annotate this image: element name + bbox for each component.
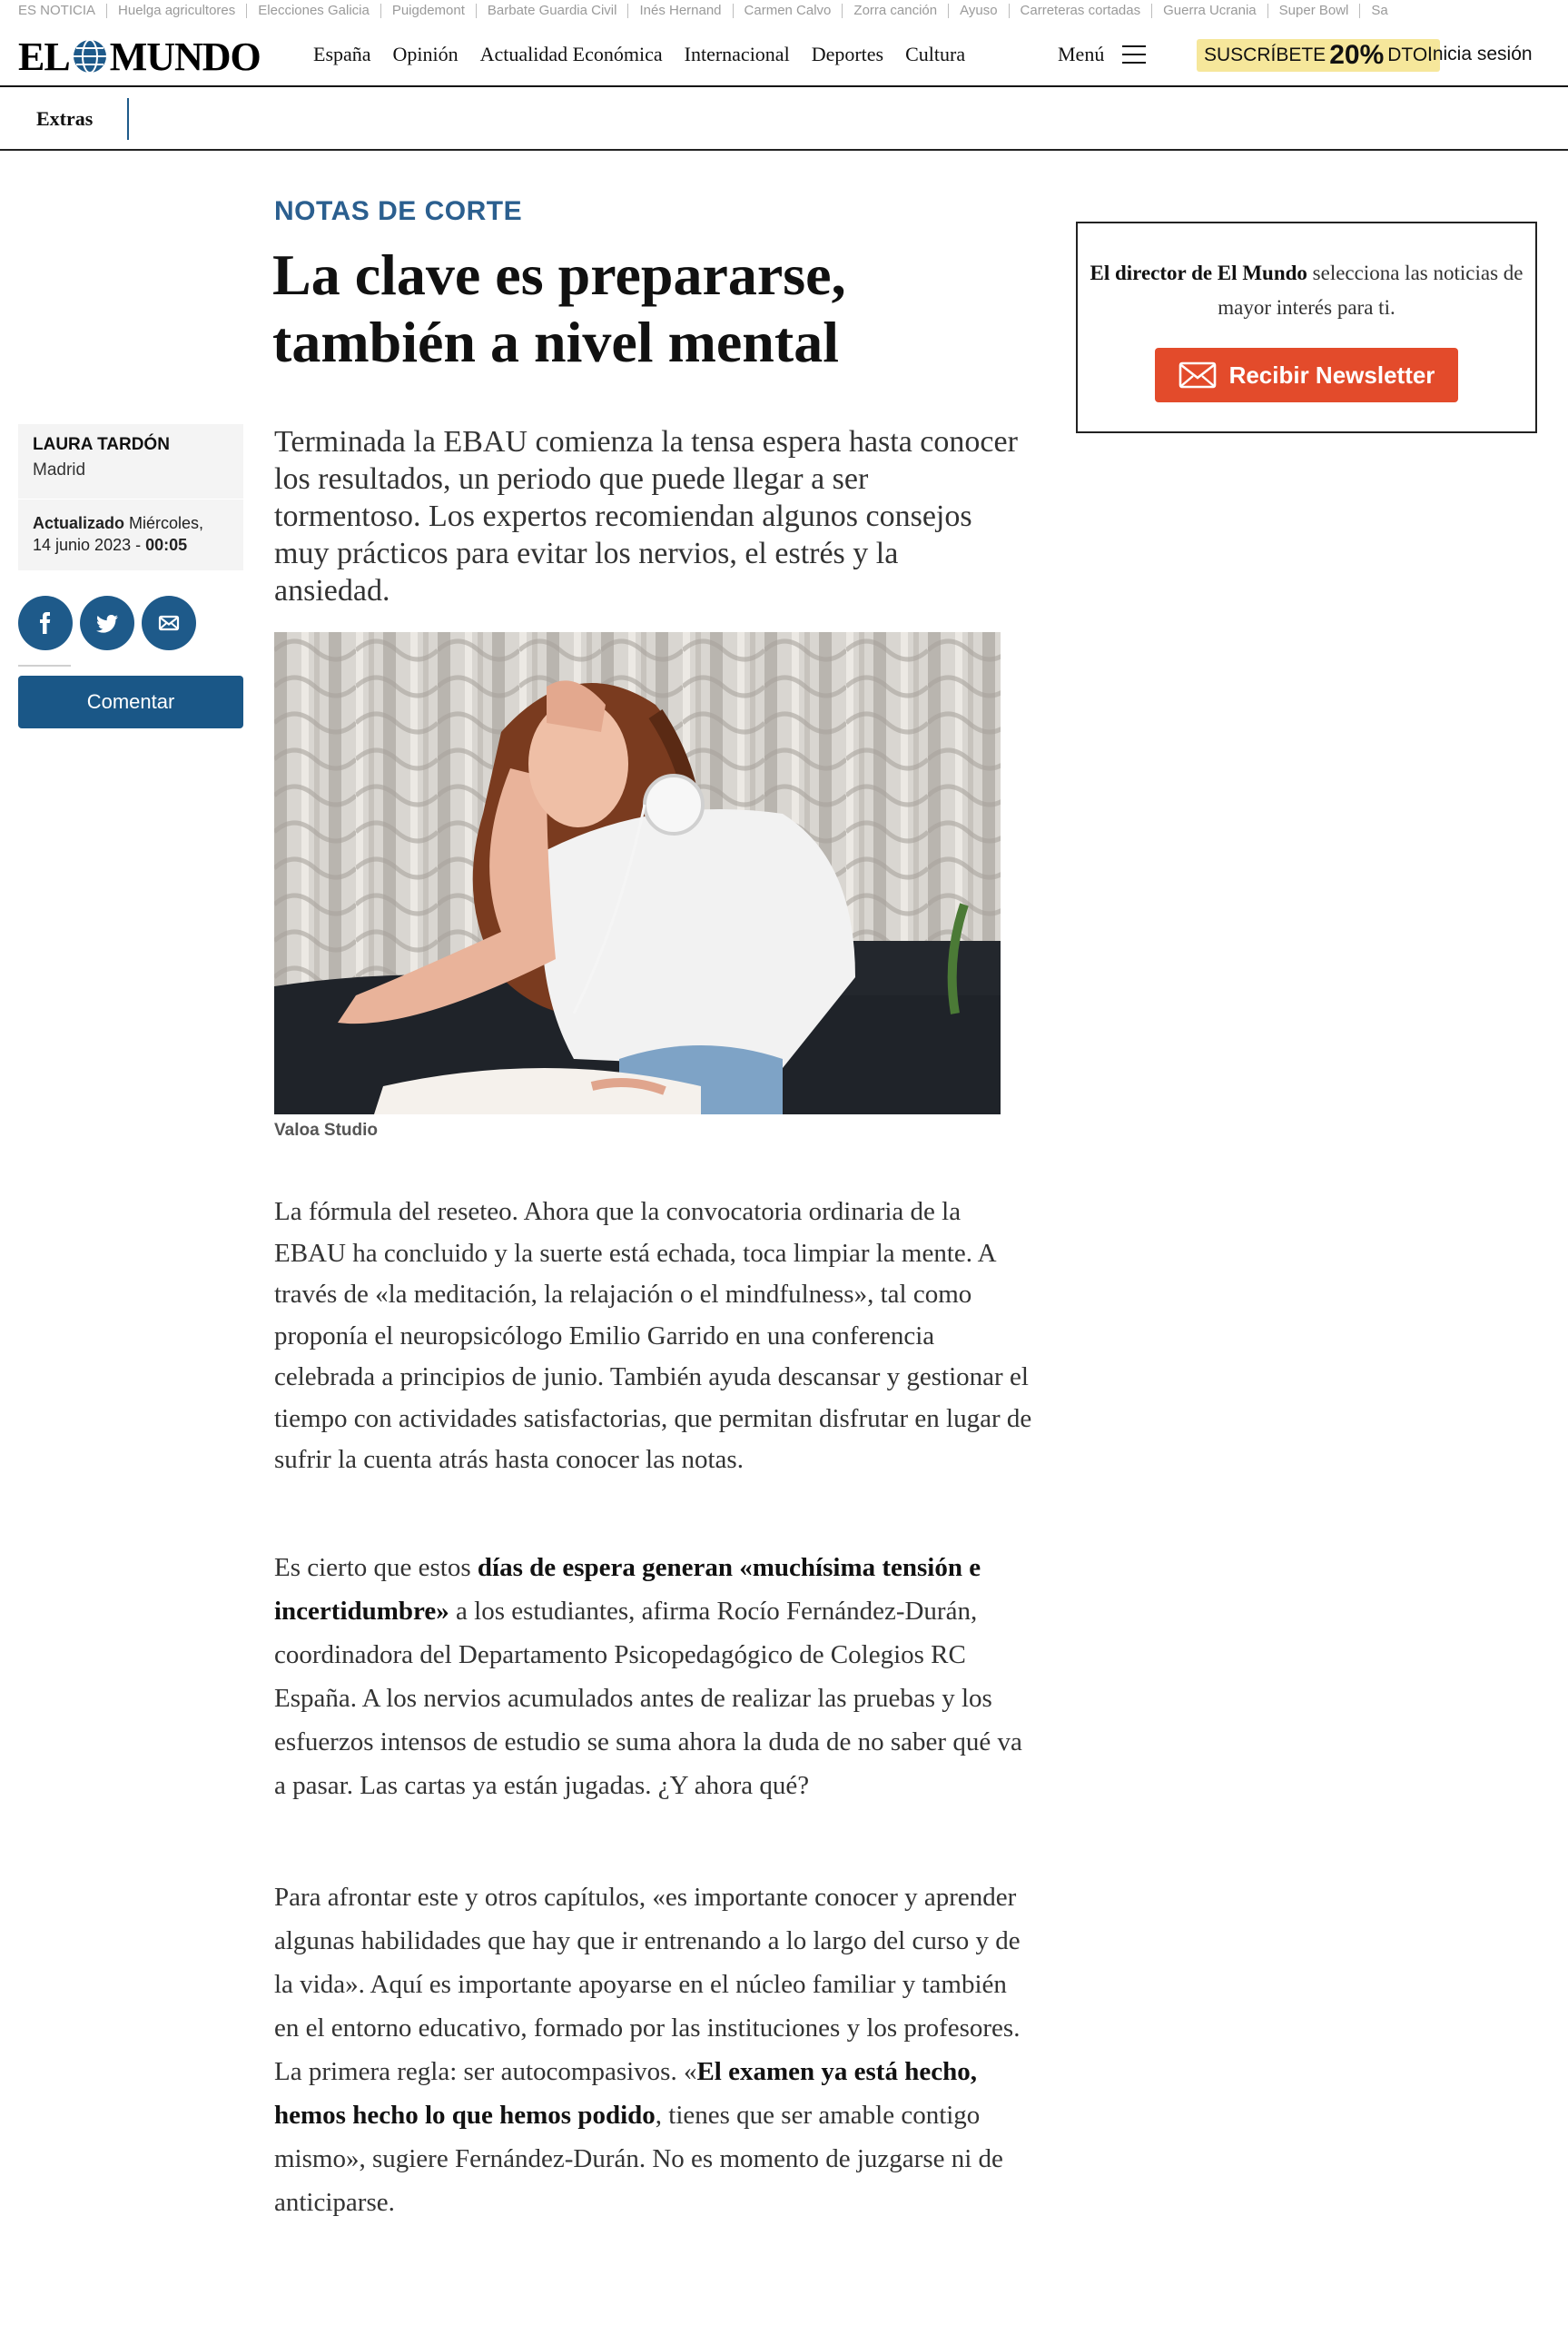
trending-link[interactable]: Inés Hernand: [627, 4, 732, 18]
logo-text-right: MUNDO: [109, 34, 261, 79]
email-share-button[interactable]: [142, 596, 196, 650]
trending-link[interactable]: Guerra Ucrania: [1151, 4, 1267, 18]
menu-label: Menú: [1058, 43, 1105, 65]
trending-link[interactable]: Elecciones Galicia: [246, 4, 380, 18]
section-subnav: [0, 89, 1568, 151]
paragraph-3: [274, 1875, 1037, 2224]
paragraph-2-text: a los estudiantes, afirma Rocío Fernández-Durán, coordinadora del Departamento Psicopedagógico de Colegios RC España. A los nervios acumulados antes de realizar las pruebas y los esfuerzos intensos de estudio se suma ahora la duda de no saber qué va a pasar. Las cartas ya están jugadas. ¿Y ahora qué?: [274, 1597, 1022, 1800]
nav-item-actualidad-economica[interactable]: Actualidad Económica: [479, 43, 663, 65]
hamburger-icon: [1122, 45, 1146, 64]
subscribe-button[interactable]: [1197, 39, 1440, 72]
envelope-icon: [154, 608, 183, 638]
newsletter-box: [1076, 222, 1537, 433]
trending-link[interactable]: Ayuso: [948, 4, 1008, 18]
article-kicker[interactable]: NOTAS DE CORTE: [274, 196, 523, 226]
newsletter-button-label: Recibir Newsletter: [1228, 361, 1435, 389]
paragraph-3-text: Para afrontar este y otros capítulos, «es importante conocer y aprender algunas habilidades que hay que ir entrenando a lo largo del curso y de la vida». Aquí es importante apoyarse en el núcleo familiar y también en el entorno educativo, formado por las instituciones y los profesores. La primera regla: ser autocompasivos. «: [274, 1883, 1021, 2086]
subscribe-discount: 20%: [1329, 40, 1385, 70]
trending-link[interactable]: Puigdemont: [380, 4, 476, 18]
updated-box: [18, 500, 243, 570]
trending-link[interactable]: Carmen Calvo: [733, 4, 843, 18]
subscribe-suffix: DTO.: [1387, 45, 1434, 65]
nav-item-opinion[interactable]: Opinión: [392, 43, 459, 65]
subnav-divider: [127, 98, 129, 140]
paragraph-2: [274, 1546, 1037, 1807]
menu-button[interactable]: [1058, 22, 1146, 87]
photo-caption: Valoa Studio: [274, 1121, 379, 1140]
article-headline: [272, 242, 1017, 376]
trending-label: ES NOTICIA: [18, 3, 96, 18]
envelope-icon: [1178, 361, 1217, 389]
trending-link[interactable]: Barbate Guardia Civil: [476, 4, 628, 18]
main-nav: [313, 22, 987, 87]
logo-text-left: EL: [18, 34, 70, 79]
facebook-icon: [31, 608, 60, 638]
article-standfirst: Terminada la EBAU comienza la tensa espera hasta conocer los resultados, un periodo que puede llegar a ser tormentoso. Los expertos recomiendan algunos consejos muy prácticos para evitar los nervios, el estrés y la ansiedad.: [274, 425, 1018, 608]
subnav-item-extras[interactable]: Extras: [36, 107, 94, 130]
newsletter-text-rest: selecciona las noticias de mayor interés para ti.: [1218, 262, 1524, 319]
paragraph-1: La fórmula del reseteo. Ahora que la convocatoria ordinaria de la EBAU ha concluido y la suerte está echada, toca limpiar la mente. A través de «la meditación, la relajación o el mindfulness», tal como proponía el neuropsicólogo Emilio Garrido en una conferencia celebrada a principios de junio. También ayuda descansar y gestionar el tiempo con actividades satisfactorias, que permitan disfrutar en lugar de sufrir la cuenta atrás hasta conocer las notas.: [274, 1197, 1032, 1474]
author-name[interactable]: LAURA TARDÓN: [33, 435, 170, 454]
headline-line-1: La clave es prepararse,: [272, 242, 846, 307]
site-logo[interactable]: [18, 35, 261, 77]
trending-link[interactable]: Carreteras cortadas: [1009, 4, 1152, 18]
newsletter-text-bold: El director de El Mundo: [1090, 262, 1307, 284]
newsletter-text: [1078, 256, 1535, 325]
facebook-share-button[interactable]: [18, 596, 73, 650]
stressed-student-photo: [274, 632, 1001, 1114]
comment-button[interactable]: Comentar: [18, 676, 243, 728]
trending-bar: [0, 0, 1568, 22]
nav-item-espana[interactable]: España: [313, 43, 371, 65]
subscribe-label: SUSCRÍBETE: [1204, 45, 1326, 65]
nav-item-deportes[interactable]: Deportes: [811, 43, 884, 65]
share-buttons: [18, 596, 196, 650]
login-link[interactable]: Inicia sesión: [1427, 44, 1533, 64]
globe-logo-icon: [72, 38, 108, 74]
updated-day: Miércoles,: [129, 514, 204, 532]
nav-item-internacional[interactable]: Internacional: [684, 43, 790, 65]
paragraph-3-emphasis: El examen ya está hecho, hemos hecho lo que hemos podido: [274, 2057, 977, 2130]
author-location: Madrid: [33, 460, 86, 480]
trending-link[interactable]: Sa: [1359, 4, 1398, 18]
paragraph-2-emphasis: días de espera generan «muchísima tensión e incertidumbre»: [274, 1553, 981, 1626]
divider: [18, 665, 71, 667]
trending-link[interactable]: Zorra canción: [842, 4, 948, 18]
trending-link[interactable]: Super Bowl: [1267, 4, 1360, 18]
paragraph-2-text: Es cierto que estos: [274, 1553, 478, 1582]
site-header: [0, 22, 1568, 87]
newsletter-subscribe-button[interactable]: [1155, 348, 1458, 402]
article-photo[interactable]: [274, 632, 1001, 1114]
paragraph-3-text: , tienes que ser amable contigo mismo», sugiere Fernández-Durán. No es momento de juzgarse ni de anticiparse.: [274, 2101, 1003, 2217]
updated-date: 14 junio 2023 -: [33, 536, 142, 554]
twitter-icon: [93, 608, 122, 638]
headline-line-2: también a nivel mental: [272, 310, 839, 374]
updated-label: Actualizado: [33, 514, 125, 532]
twitter-share-button[interactable]: [80, 596, 134, 650]
updated-time: 00:05: [145, 536, 188, 554]
nav-item-cultura[interactable]: Cultura: [905, 43, 966, 65]
author-box: [18, 424, 243, 499]
trending-link[interactable]: Huelga agricultores: [106, 4, 246, 18]
